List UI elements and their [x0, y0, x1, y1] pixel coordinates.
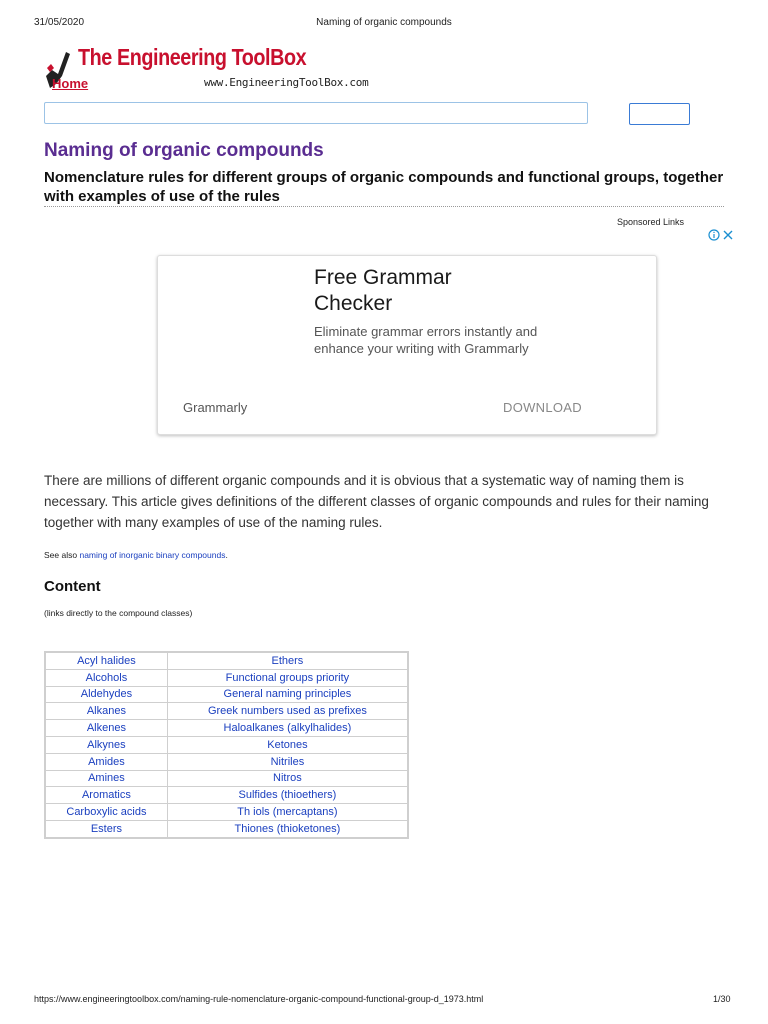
table-row [45, 804, 408, 821]
page-title: Naming of organic compounds [44, 140, 324, 161]
print-footer-url: https://www.engineeringtoolbox.com/naming-rule-nomenclature-organic-compound-functional-group-d_1973.html [34, 994, 484, 1004]
compound-classes-table [44, 651, 409, 839]
table-row [45, 787, 408, 804]
logo-name: The Engineering ToolBox [78, 44, 307, 70]
compound-class-link[interactable]: Amides [45, 753, 167, 770]
print-page-number: 1/30 [713, 994, 731, 1004]
compound-class-link[interactable]: Greek numbers used as prefixes [167, 703, 408, 720]
table-row [45, 770, 408, 787]
compound-class-link[interactable]: Acyl halides [45, 652, 167, 669]
search-input[interactable] [44, 102, 588, 124]
content-note: (links directly to the compound classes) [44, 608, 193, 618]
compound-class-link[interactable]: Ethers [167, 652, 408, 669]
compound-class-link[interactable]: Amines [45, 770, 167, 787]
ad-card[interactable] [157, 255, 657, 435]
table-row [45, 669, 408, 686]
sponsored-label: Sponsored Links [617, 217, 685, 227]
see-also-prefix: See also [44, 550, 78, 560]
ad-headline[interactable]: Free Grammar Checker [314, 266, 452, 315]
table-row [45, 753, 408, 770]
table-row [45, 720, 408, 737]
divider [44, 206, 724, 207]
intro-paragraph: There are millions of different organic compounds and it is obvious that a systematic way of naming them is necessary. This article gives definitions of the different classes of organic compounds and rules for their naming together with many examples of use of the naming rules. [44, 473, 709, 530]
see-also [44, 550, 228, 560]
print-date: 31/05/2020 [34, 17, 85, 28]
compound-class-link[interactable]: Alcohols [45, 669, 167, 686]
compound-class-link[interactable]: Aromatics [45, 787, 167, 804]
search-button[interactable] [629, 103, 690, 125]
table-row [45, 820, 408, 837]
compound-class-link[interactable]: Nitriles [167, 753, 408, 770]
content-heading: Content [44, 578, 101, 595]
ad-choices-icon[interactable] [708, 228, 734, 242]
ad-body: Eliminate grammar errors instantly and enhance your writing with Grammarly [314, 324, 538, 356]
table-row [45, 736, 408, 753]
table-row [45, 703, 408, 720]
logo-url: www.EngineeringToolBox.com [204, 76, 369, 89]
compound-class-link[interactable]: Esters [45, 820, 167, 837]
page-subtitle: Nomenclature rules for different groups of organic compounds and functional groups, together with examples of use of the rules [44, 169, 724, 205]
ad-brand[interactable]: Grammarly [183, 400, 248, 415]
home-link[interactable]: Home [52, 76, 89, 91]
compound-class-link[interactable]: Nitros [167, 770, 408, 787]
table-row [45, 686, 408, 703]
ad-download-button[interactable]: DOWNLOAD [503, 400, 582, 415]
compound-class-link[interactable]: Aldehydes [45, 686, 167, 703]
compound-class-link[interactable]: Th iols (mercaptans) [167, 804, 408, 821]
site-logo[interactable] [44, 44, 369, 94]
see-also-link[interactable]: naming of inorganic binary compounds [79, 550, 226, 560]
see-also-suffix: . [225, 550, 228, 560]
compound-class-link[interactable]: Haloalkanes (alkylhalides) [167, 720, 408, 737]
compound-class-link[interactable]: Alkynes [45, 736, 167, 753]
compound-class-link[interactable]: Alkanes [45, 703, 167, 720]
print-title: Naming of organic compounds [316, 17, 452, 28]
compound-class-link[interactable]: Ketones [167, 736, 408, 753]
compound-class-link[interactable]: Carboxylic acids [45, 804, 167, 821]
compound-class-link[interactable]: General naming principles [167, 686, 408, 703]
compound-class-link[interactable]: Thiones (thioketones) [167, 820, 408, 837]
compound-class-link[interactable]: Alkenes [45, 720, 167, 737]
table-row [45, 652, 408, 669]
compound-class-link[interactable]: Sulfides (thioethers) [167, 787, 408, 804]
compound-class-link[interactable]: Functional groups priority [167, 669, 408, 686]
